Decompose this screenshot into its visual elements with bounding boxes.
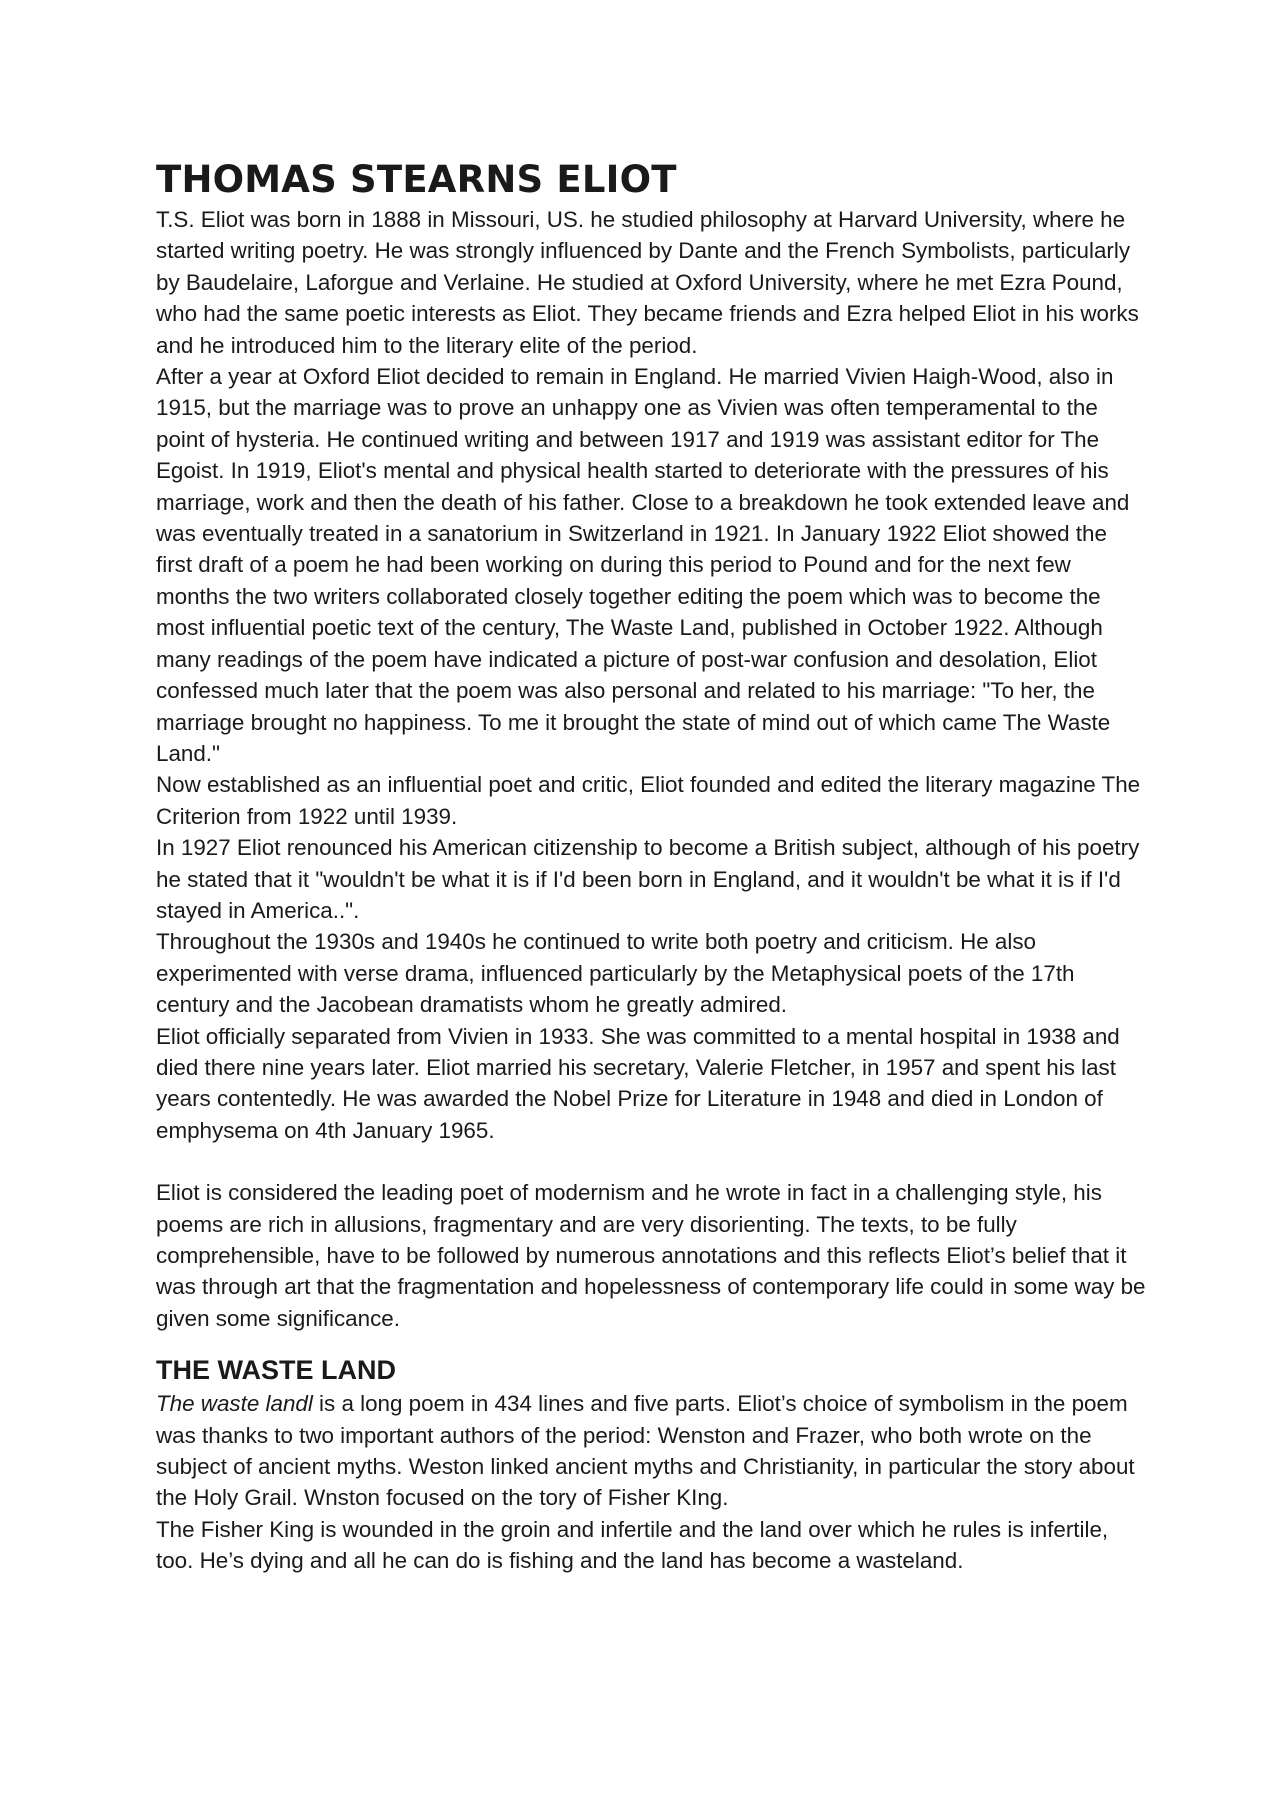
paragraph-modernism: Eliot is considered the leading poet of modernism and he wrote in fact in a challenging style, his poems are rich in allusions, fragmentary and are very disorienting. The texts, to be fully comprehensible, have to be followed by numerous annotations and this reflects Eliot’s belief that it was through art that the fragmentation and hopelessness of contemporary life could in some way be given some significance.: [156, 1180, 1146, 1331]
poem-title-italic: The waste landl: [156, 1391, 313, 1417]
paragraph-waste-land-intro-text: is a long poem in 434 lines and five parts. Eliot’s choice of symbolism in the poem was thanks to two important authors of the period: Wenston and Frazer, who both wrote on the subject of ancient myths. Weston linked ancient myths and Christianity, in particular the story about the Holy Grail. Wnston focused on the tory of Fisher KIng.: [156, 1391, 1135, 1511]
section-spacer: [156, 1334, 1146, 1352]
section-heading-waste-land: THE WASTE LAND: [156, 1355, 396, 1386]
paragraph-biography-england: After a year at Oxford Eliot decided to remain in England. He married Vivien Haigh-Wood, also in 1915, but the marriage was to prove an unhappy one as Vivien was often temperamental to the point of hysteria. He continued writing and between 1917 and 1919 was assistant editor for The Egoist. In 1919, Eliot's mental and physical health started to deteriorate with the pressures of his marriage, work and then the death of his father. Close to a breakdown he took extended leave and was eventually treated in a sanatorium in Switzerland in 1921. In January 1922 Eliot showed the first draft of a poem he had been working on during this period to Pound and for the next few months the two writers collaborated closely together editing the poem which was to become the most influential poetic text of the century, The Waste Land, published in October 1922. Although many readings of the poem have indicated a picture of post-war confusion and desolation, Eliot confessed much later that the poem was also personal and related to his marriage: "To her, the marriage brought no happiness. To me it brought the state of mind out of which came The Waste Land.": [156, 364, 1130, 766]
paragraph-criterion: Now established as an influential poet and critic, Eliot founded and edited the literary magazine The Criterion from 1922 until 1939.: [156, 772, 1141, 829]
page-title: THOMAS STEARNS ELIOT: [156, 158, 677, 201]
paragraph-waste-land-intro: [156, 1388, 1146, 1514]
paragraph-fisher-king: The Fisher King is wounded in the groin and infertile and the land over which he rules is infertile, too. He’s dying and all he can do is fishing and the land has become a wasteland.: [156, 1516, 1109, 1574]
paragraph-citizenship: In 1927 Eliot renounced his American citizenship to become a British subject, although of his poetry he stated that it "wouldn't be what it is if I'd been born in England, and it wouldn't be what it is if I'd stayed in America..".: [156, 835, 1140, 923]
paragraph-later-life: Eliot officially separated from Vivien in 1933. She was committed to a mental hospital in 1938 and died there nine years later. Eliot married his secretary, Valerie Fletcher, in 1957 and spent his last years contentedly. He was awarded the Nobel Prize for Literature in 1948 and died in London of emphysema on 4th January 1965.: [156, 1023, 1120, 1143]
paragraph-spacer: [156, 1146, 1146, 1177]
paragraph-biography-early: T.S. Eliot was born in 1888 in Missouri, US. he studied philosophy at Harvard University, where he started writing poetry. He was strongly influenced by Dante and the French Symbolists, particularly by Baudelaire, Laforgue and Verlaine. He studied at Oxford University, where he met Ezra Pound, who had the same poetic interests as Eliot. They became friends and Ezra helped Eliot in his works and he introduced him to the literary elite of the period.: [156, 207, 1139, 358]
paragraph-verse-drama: Throughout the 1930s and 1940s he continued to write both poetry and criticism. He also experimented with verse drama, influenced particularly by the Metaphysical poets of the 17th century and the Jacobean dramatists whom he greatly admired.: [156, 929, 1075, 1018]
document-body: [156, 158, 1146, 1577]
